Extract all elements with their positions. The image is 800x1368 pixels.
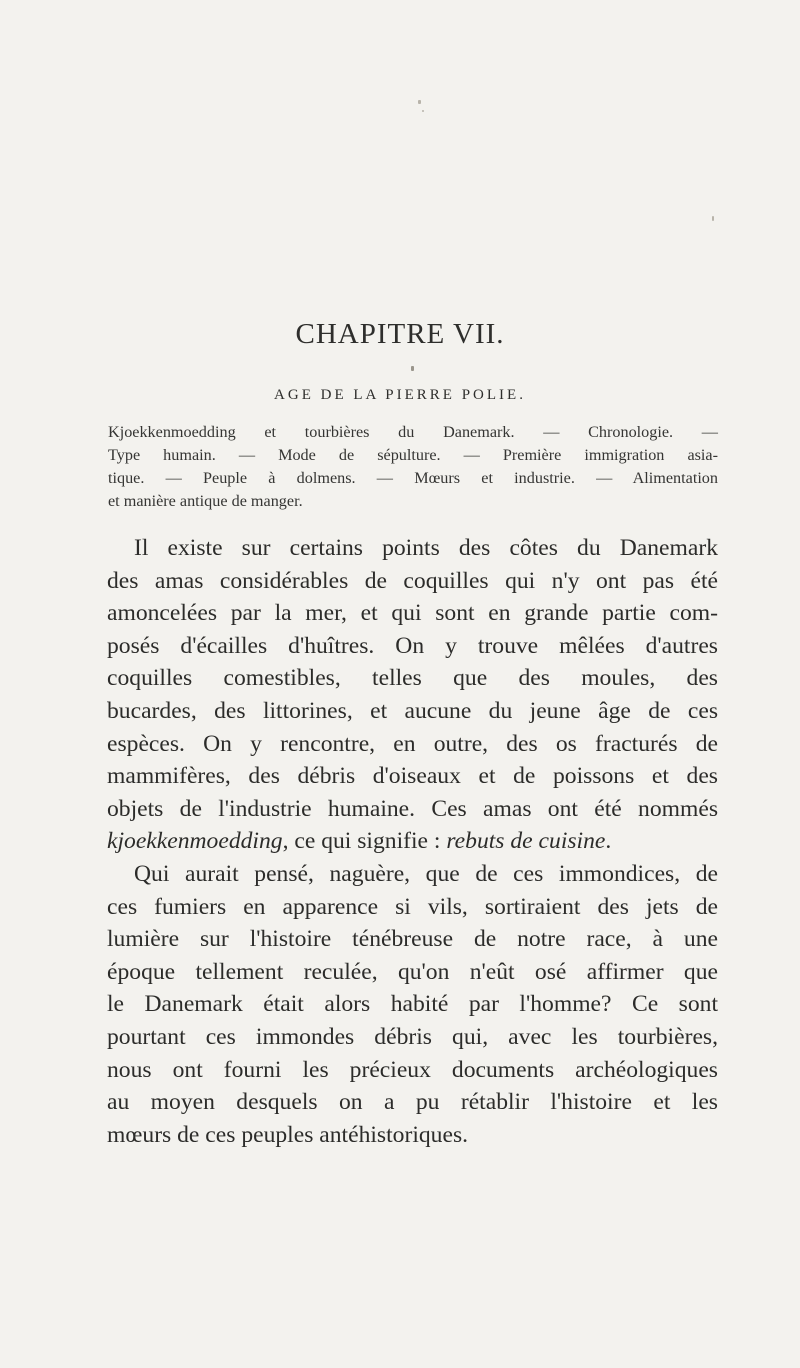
body-line: mammifères, des débris d'oiseaux et de poissons et des — [107, 763, 718, 790]
italic-translation: rebuts de cuisine — [446, 828, 606, 855]
summary-line: Kjoekkenmoedding et tourbières du Danemark. — Chronologie. — — [108, 423, 718, 441]
summary-line: Type humain. — Mode de sépulture. — Première immigration asia- — [108, 446, 718, 464]
body-line: Il existe sur certains points des côtes du Danemark — [134, 535, 718, 561]
body-line: objets de l'industrie humaine. Ces amas ont été nommés — [107, 795, 718, 822]
body-line: coquilles comestibles, telles que des moules, des — [107, 665, 718, 692]
body-fragment: . — [605, 828, 612, 855]
paper-speck — [712, 216, 714, 221]
body-line: Qui aurait pensé, naguère, que de ces immondices, de — [134, 860, 718, 887]
paper-speck — [411, 366, 414, 371]
body-line: des amas considérables de coquilles qui n'y ont pas été — [107, 567, 718, 594]
summary-line: et manière antique de manger. — [108, 492, 303, 510]
paper-speck — [422, 110, 424, 112]
body-line: mœurs de ces peuples antéhistoriques. — [107, 1121, 469, 1148]
body-line: bucardes, des littorines, et aucune du jeune âge de ces — [107, 697, 718, 724]
body-fragment: , ce qui signifie : — [282, 828, 447, 855]
body-line: au moyen desquels on a pu rétablir l'histoire et les — [107, 1089, 718, 1116]
chapter-summary — [108, 421, 718, 513]
body-line: le Danemark était alors habité par l'homme? Ce sont — [107, 991, 718, 1018]
body-paragraphs — [107, 532, 718, 1151]
body-line: époque tellement reculée, qu'on n'eût osé affirmer que — [107, 958, 718, 985]
italic-term: kjoekkenmoedding — [107, 828, 283, 855]
chapter-subtitle: AGE DE LA PIERRE POLIE. — [274, 387, 526, 403]
chapter-title: CHAPITRE VII. — [295, 318, 505, 350]
body-line: nous ont fourni les précieux documents archéologiques — [107, 1056, 718, 1083]
body-line: ces fumiers en apparence si vils, sortiraient des jets de — [107, 893, 718, 920]
body-line: espèces. On y rencontre, en outre, des os fracturés de — [107, 730, 718, 757]
summary-line: tique. — Peuple à dolmens. — Mœurs et industrie. — Alimentation — [108, 469, 718, 487]
paper-speck — [418, 100, 421, 104]
body-line: pourtant ces immondes débris qui, avec les tourbières, — [107, 1023, 718, 1050]
body-line: amoncelées par la mer, et qui sont en grande partie com- — [107, 600, 718, 627]
body-line: lumière sur l'histoire ténébreuse de notre race, à une — [107, 926, 718, 953]
body-line: posés d'écailles d'huîtres. On y trouve mêlées d'autres — [107, 632, 718, 659]
body-line — [107, 825, 718, 858]
